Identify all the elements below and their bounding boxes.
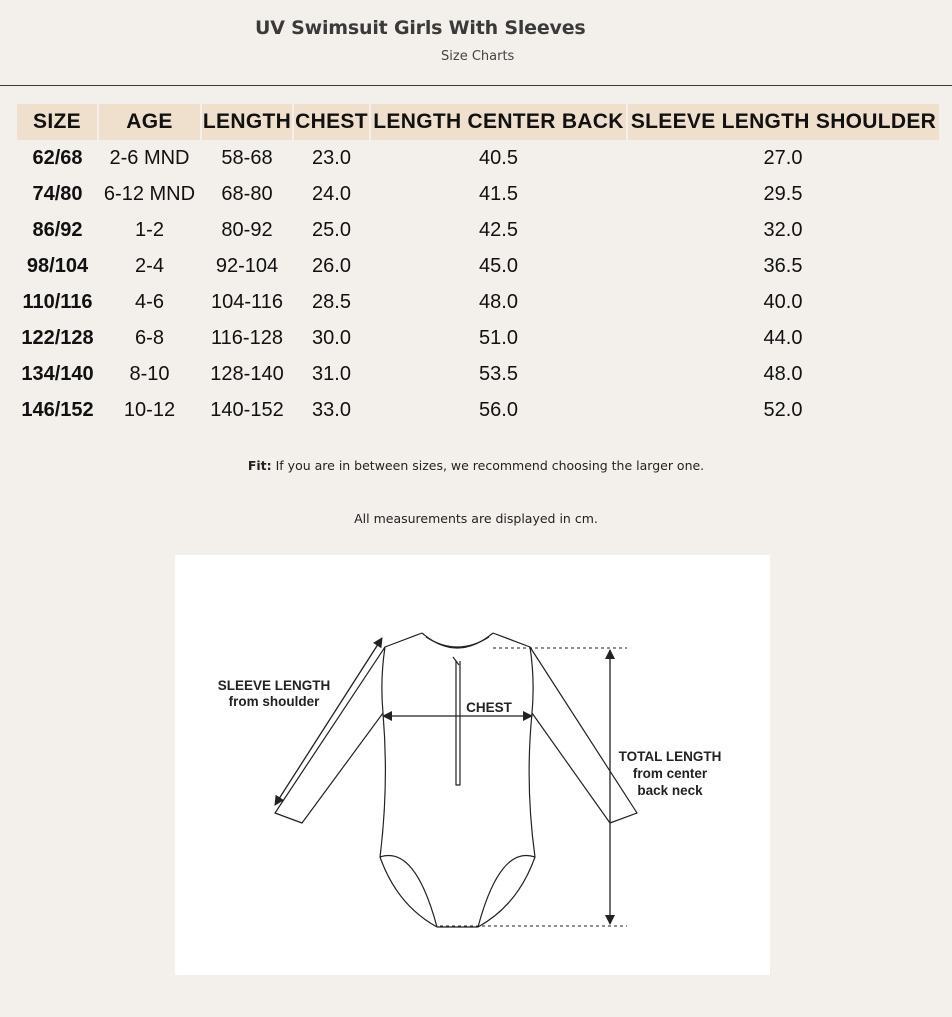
measurement-diagram (175, 555, 770, 975)
sleeve-length-cell: 40.0 (763, 290, 803, 313)
length-center-back-cell: 41.5 (479, 182, 518, 205)
size-cell: 74/80 (32, 182, 83, 205)
table-row (17, 284, 939, 320)
table-row (17, 176, 939, 212)
sleeve-length-cell: 29.5 (763, 182, 803, 205)
length-cell: 104-116 (211, 290, 283, 313)
column-header-chest: CHEST (293, 104, 370, 140)
sleeve-label-line2: from shoulder (228, 694, 320, 709)
total-length-label-line3: back neck (637, 783, 703, 798)
table-row (17, 212, 939, 248)
fit-note (0, 458, 952, 473)
size-cell: 146/152 (21, 398, 94, 421)
table-row (17, 392, 939, 428)
total-length-label-line1: TOTAL LENGTH (618, 749, 722, 764)
table-row (17, 320, 939, 356)
length-center-back-cell: 40.5 (479, 146, 518, 169)
page-title: UV Swimsuit Girls With Sleeves (255, 17, 586, 39)
sleeve-length-cell: 32.0 (763, 218, 803, 241)
chest-cell: 30.0 (312, 326, 351, 349)
chest-cell: 26.0 (312, 254, 351, 277)
table-row (17, 248, 939, 284)
length-center-back-cell: 45.0 (479, 254, 518, 277)
size-cell: 98/104 (26, 254, 89, 277)
chest-label: CHEST (466, 700, 512, 715)
age-cell: 10-12 (123, 398, 176, 421)
page-subtitle: Size Charts (441, 49, 515, 64)
size-cell: 110/116 (22, 290, 93, 313)
size-chart-table (17, 104, 939, 428)
size-cell: 86/92 (32, 218, 83, 241)
age-cell: 6-12 MND (103, 182, 196, 205)
sleeve-length-cell: 52.0 (763, 398, 803, 421)
length-center-back-cell: 51.0 (479, 326, 518, 349)
length-cell: 128-140 (210, 362, 284, 385)
length-center-back-cell: 48.0 (479, 290, 518, 313)
column-header-length-center-back: LENGTH CENTER BACK (370, 104, 627, 140)
total-length-label-line2: from center (632, 766, 708, 781)
fit-text: If you are in between sizes, we recommend choosing the larger one. (275, 458, 705, 473)
chest-cell: 24.0 (312, 182, 351, 205)
length-cell: 116-128 (211, 326, 283, 349)
length-cell: 140-152 (210, 398, 284, 421)
age-cell: 2-6 MND (109, 146, 190, 169)
size-cell: 122/128 (21, 326, 94, 349)
age-cell: 8-10 (129, 362, 170, 385)
column-header-length: LENGTH (201, 104, 293, 140)
sleeve-length-cell: 44.0 (763, 326, 803, 349)
column-header-sleeve-length-shoulder: SLEEVE LENGTH SHOULDER (627, 104, 939, 140)
sleeve-label-line1: SLEEVE LENGTH (217, 678, 331, 693)
table-row (17, 356, 939, 392)
swimsuit-illustration (175, 555, 770, 975)
fit-label: Fit: (247, 458, 272, 473)
chest-cell: 33.0 (312, 398, 351, 421)
units-note: All measurements are displayed in cm. (354, 511, 598, 526)
length-center-back-cell: 56.0 (479, 398, 518, 421)
sleeve-length-arrow (275, 638, 382, 805)
header (0, 0, 952, 86)
chest-cell: 28.5 (312, 290, 351, 313)
table-row (17, 140, 939, 176)
table-header-row (17, 104, 939, 140)
length-center-back-cell: 53.5 (479, 362, 518, 385)
size-cell: 134/140 (21, 362, 94, 385)
length-cell: 68-80 (221, 182, 273, 205)
age-cell: 6-8 (135, 326, 164, 349)
column-header-age: AGE (98, 104, 201, 140)
age-cell: 2-4 (135, 254, 164, 277)
sleeve-length-cell: 27.0 (763, 146, 803, 169)
length-cell: 92-104 (215, 254, 279, 277)
size-cell: 62/68 (32, 146, 83, 169)
length-cell: 58-68 (221, 146, 273, 169)
length-center-back-cell: 42.5 (479, 218, 518, 241)
length-cell: 80-92 (221, 218, 273, 241)
column-header-size: SIZE (17, 104, 98, 140)
age-cell: 4-6 (135, 290, 164, 313)
chest-cell: 25.0 (312, 218, 351, 241)
chest-cell: 23.0 (312, 146, 351, 169)
chest-cell: 31.0 (312, 362, 351, 385)
sleeve-length-cell: 48.0 (763, 362, 803, 385)
age-cell: 1-2 (135, 218, 164, 241)
sleeve-length-cell: 36.5 (763, 254, 803, 277)
